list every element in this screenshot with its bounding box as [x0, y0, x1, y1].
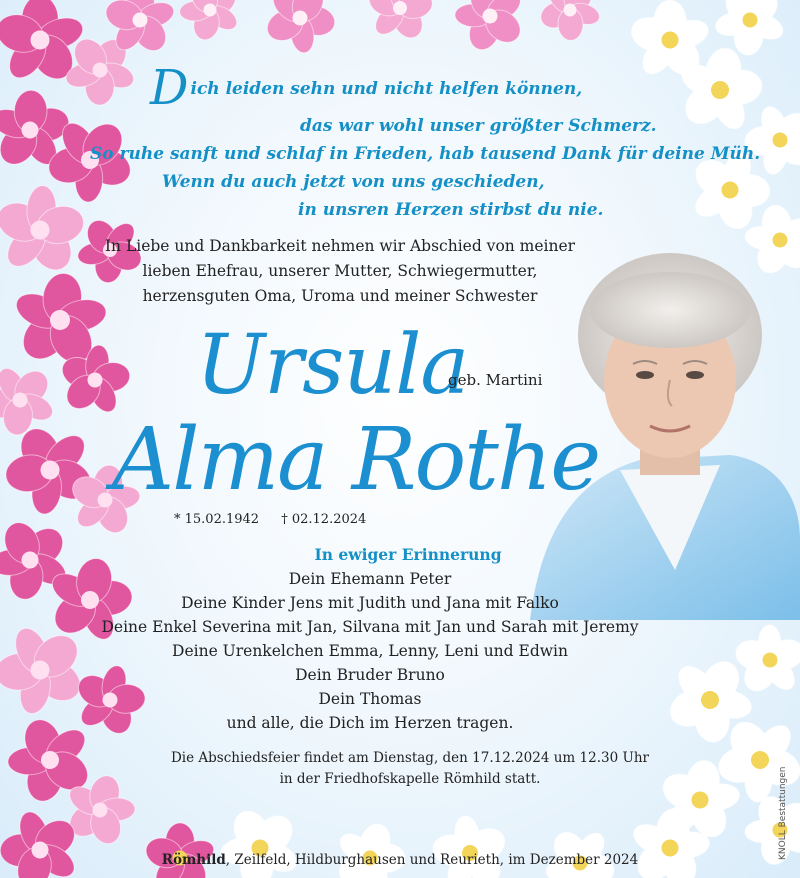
mourners-list — [80, 567, 660, 735]
poem-line-2: das war wohl unser größter Schmerz. — [300, 116, 657, 136]
orchid-flower-icon — [353, 0, 447, 54]
mourner-line: Deine Kinder Jens mit Judith und Jana mit Falko — [181, 594, 559, 612]
footer-place-bold: Römhild — [161, 852, 226, 868]
memory-title: In ewiger Erinnerung — [314, 545, 502, 564]
mourner-line: Dein Thomas — [318, 690, 422, 708]
mourner-line: und alle, die Dich im Herzen tragen. — [226, 714, 514, 732]
birth-date: * 15.02.1942 — [174, 512, 260, 527]
poem-line-5: in unsren Herzen stirbst du nie. — [298, 200, 604, 220]
poem-line-1: Dich leiden sehn und nicht helfen können, — [150, 60, 583, 116]
mourner-line: Dein Ehemann Peter — [288, 570, 452, 588]
mourner-line: Deine Urenkelchen Emma, Lenny, Leni und Edwin — [172, 642, 568, 660]
orchid-flower-icon — [142, 823, 217, 878]
footer-places — [130, 852, 670, 868]
orchid-flower-icon — [0, 807, 83, 878]
poem-line-3: So ruhe sanft und schlaf in Frieden, hab tausend Dank für deine Müh. — [90, 144, 761, 164]
intro-text: In Liebe und Dankbarkeit nehmen wir Abschied von meiner lieben Ehefrau, unserer Mutter, Schwiegermutter, herzensguten Oma, Uroma und meiner Schwester — [104, 237, 576, 305]
death-date: † 02.12.2024 — [281, 512, 367, 527]
first-name: Ursula — [196, 318, 469, 413]
funeral-home-credit: KNOLL Bestattungen — [778, 766, 788, 860]
orchid-flower-icon — [257, 0, 341, 60]
orchid-flower-icon — [443, 0, 538, 62]
orchid-flower-icon — [530, 0, 611, 51]
orchid-flower-icon — [102, 0, 177, 57]
orchid-flower-icon — [333, 820, 405, 878]
last-names: Alma Rothe — [112, 410, 600, 510]
mourner-line: Dein Bruder Bruno — [295, 666, 445, 684]
ceremony-info: Die Abschiedsfeier findet am Dienstag, den 17.12.2024 um 12.30 Uhr in der Friedhofskapelle Römhild statt. — [170, 750, 649, 787]
footer-rest: , Zeilfeld, Hildburghausen und Reurieth, im Dezember 2024 — [225, 852, 639, 868]
orchid-flower-icon — [164, 0, 253, 55]
life-dates — [174, 512, 384, 527]
poem-dropcap: D — [150, 60, 189, 116]
mourner-line: Deine Enkel Severina mit Jan, Silvana mit Jan und Sarah mit Jeremy — [101, 618, 639, 636]
maiden-name: geb. Martini — [448, 371, 543, 389]
poem-line-4: Wenn du auch jetzt von uns geschieden, — [162, 172, 545, 192]
